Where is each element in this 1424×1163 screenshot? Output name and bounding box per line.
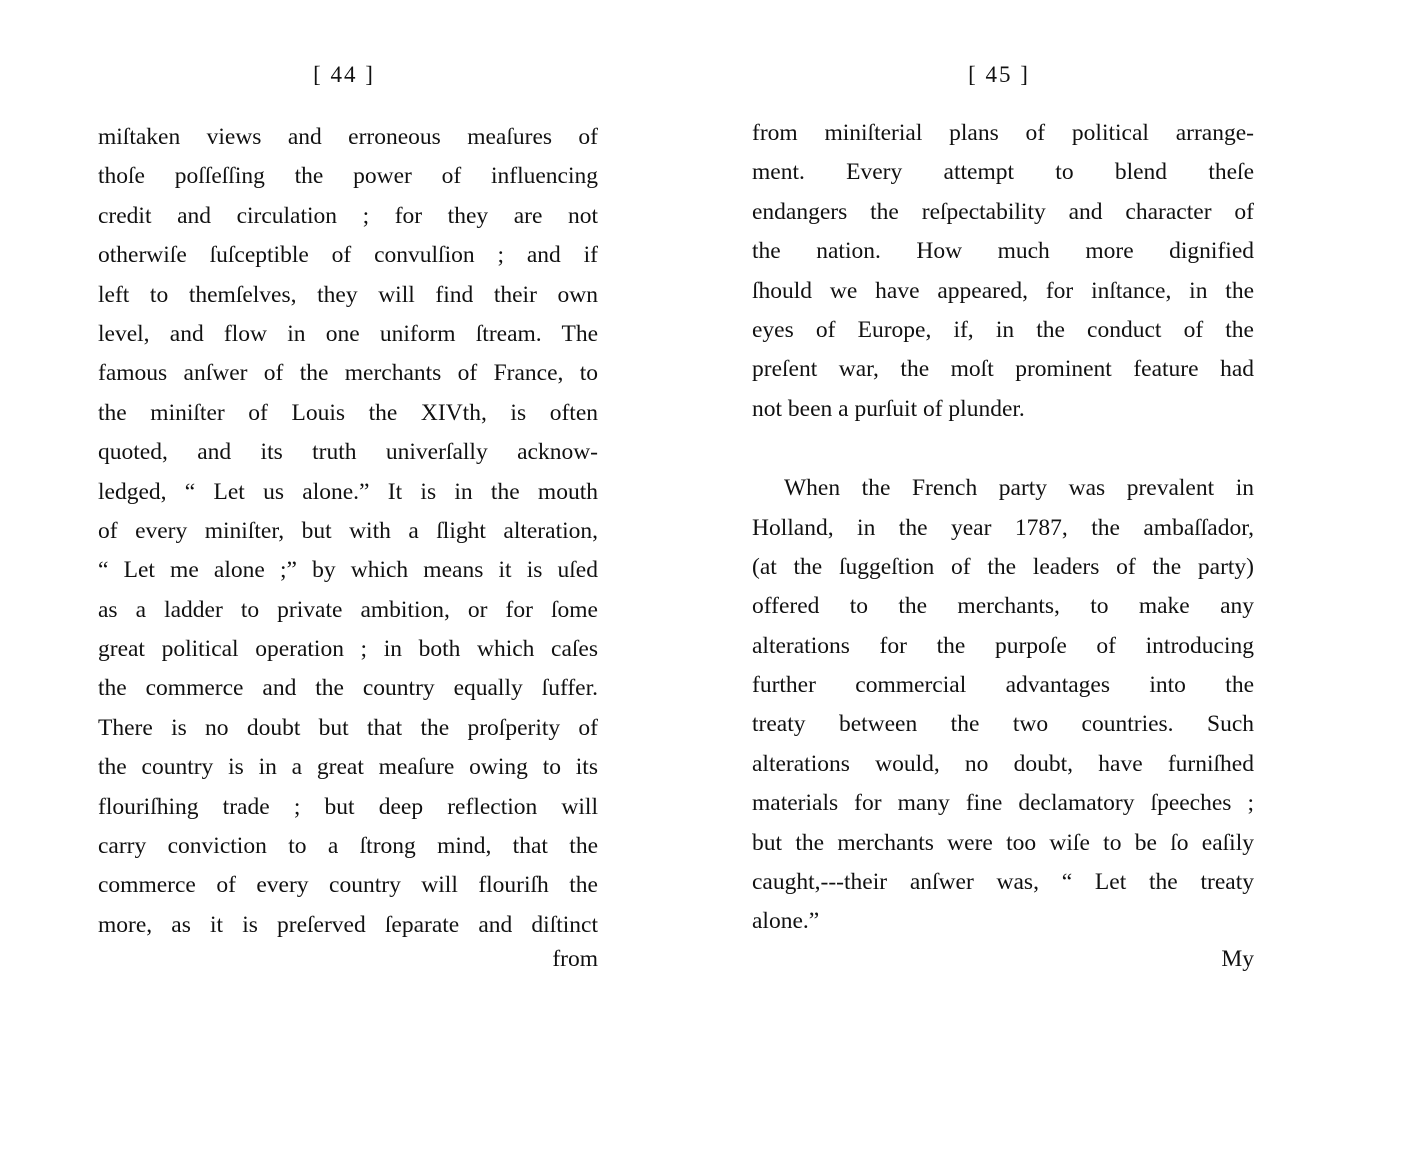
- text-line: level, and flow in one uniform ſtream. The: [98, 320, 598, 347]
- right-page: [752, 0, 1254, 1163]
- text-line: further commercial advantages into the: [752, 672, 1254, 699]
- text-line: alterations would, no doubt, have furniſhed: [752, 750, 1254, 777]
- text-line: the country is in a great meaſure owing to its: [98, 754, 598, 781]
- text-line: There is no doubt but that the proſperity of: [98, 714, 598, 741]
- text-line: endangers the reſpectability and character of: [752, 198, 1254, 225]
- text-line: but the merchants were too wiſe to be ſo eaſily: [752, 829, 1254, 856]
- text-line: alterations for the purpoſe of introducing: [752, 632, 1254, 659]
- left-page-number: [ 44 ]: [313, 62, 375, 87]
- text-line: caught,---their anſwer was, “ Let the treaty: [752, 869, 1254, 896]
- text-line: not been a purſuit of plunder.: [752, 395, 1025, 422]
- text-line: ledged, “ Let us alone.” It is in the mouth: [98, 478, 598, 505]
- text-line: the nation. How much more dignified: [752, 238, 1254, 265]
- text-line: (at the ſuggeſtion of the leaders of the party): [752, 553, 1254, 580]
- text-line: offered to the merchants, to make any: [752, 593, 1254, 620]
- text-line: “ Let me alone ;” by which means it is uſed: [98, 557, 598, 584]
- right-page-text: [752, 114, 1254, 942]
- text-line: flouriſhing trade ; but deep reflection will: [98, 793, 598, 820]
- text-line: treaty between the two countries. Such: [752, 711, 1254, 738]
- text-line: materials for many fine declamatory ſpeeches ;: [752, 790, 1254, 817]
- text-line: ment. Every attempt to blend theſe: [752, 159, 1254, 186]
- text-line: as a ladder to private ambition, or for ſome: [98, 596, 598, 623]
- text-line: famous anſwer of the merchants of France, to: [98, 360, 598, 387]
- text-line: preſent war, the moſt prominent feature had: [752, 356, 1254, 383]
- text-line: commerce of every country will flouriſh the: [98, 872, 598, 899]
- text-line: ſhould we have appeared, for inſtance, in the: [752, 277, 1254, 304]
- text-line: of every miniſter, but with a ſlight alteration,: [98, 517, 598, 544]
- text-line: the commerce and the country equally ſuffer.: [98, 675, 598, 702]
- text-line: left to themſelves, they will find their own: [98, 281, 598, 308]
- right-page-number: [ 45 ]: [968, 62, 1030, 87]
- paragraph-gap: [752, 429, 1254, 469]
- text-line: the miniſter of Louis the XIVth, is often: [98, 399, 598, 426]
- text-line: eyes of Europe, if, in the conduct of the: [752, 316, 1254, 343]
- text-line: alone.”: [752, 908, 820, 935]
- text-line: carry conviction to a ſtrong mind, that the: [98, 833, 598, 860]
- text-line: quoted, and its truth univerſally acknow-: [98, 439, 598, 466]
- text-line: otherwiſe ſuſceptible of convulſion ; and if: [98, 242, 598, 269]
- text-line: great political operation ; in both which caſes: [98, 636, 598, 663]
- left-page-text: [98, 118, 598, 945]
- right-page-catchword: My: [1221, 946, 1254, 972]
- text-line: thoſe poſſeſſing the power of influencing: [98, 163, 598, 190]
- text-line: more, as it is preſerved ſeparate and diſtinct: [98, 911, 598, 938]
- text-line: Holland, in the year 1787, the ambaſſador,: [752, 514, 1254, 541]
- text-line: When the French party was prevalent in: [784, 475, 1254, 502]
- text-line: miſtaken views and erroneous meaſures of: [98, 124, 598, 150]
- left-page-catchword: from: [552, 946, 598, 972]
- text-line: credit and circulation ; for they are not: [98, 202, 598, 229]
- left-page: [98, 0, 598, 1163]
- text-line: from miniſterial plans of political arrange-: [752, 120, 1254, 146]
